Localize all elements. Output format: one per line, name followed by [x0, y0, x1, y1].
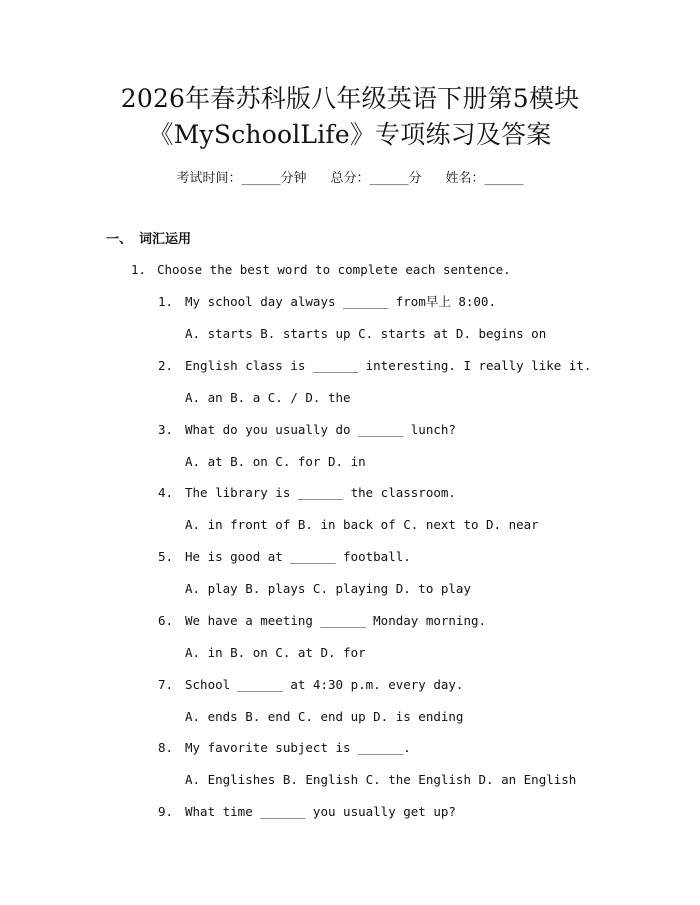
- exam-info: [0, 169, 700, 189]
- question-item: [158, 292, 678, 356]
- question-options: A. in front of B. in back of C. next to D. near: [185, 517, 539, 533]
- section-heading: [106, 230, 191, 250]
- question-text: My favorite subject is ______.: [185, 740, 411, 756]
- question-item: [158, 611, 678, 675]
- question-text: We have a meeting ______ Monday morning.: [185, 612, 487, 628]
- exam-time-field: 考试时间：______分钟: [176, 171, 307, 186]
- question-text: My school day always ______ from早上 8:00.: [185, 294, 496, 309]
- question-options: A. play B. plays C. playing D. to play: [185, 581, 471, 596]
- instruction-number: 1.: [131, 262, 147, 277]
- question-item: [158, 738, 678, 802]
- question-text: What do you usually do ______ lunch?: [185, 421, 456, 437]
- question-text: English class is ______ interesting. I really like it.: [185, 357, 592, 373]
- question-options: A. an B. a C. / D. the: [185, 389, 351, 405]
- question-options: A. ends B. end C. end up D. is ending: [185, 708, 464, 724]
- question-item: [158, 802, 678, 866]
- question-number: 3.: [158, 421, 174, 437]
- question-text: School ______ at 4:30 p.m. every day.: [185, 676, 464, 692]
- document-title-line-1: 2026年春苏科版八年级英语下册第5模块: [120, 84, 580, 113]
- question-number: 9.: [158, 804, 174, 819]
- section-number: 一、: [106, 232, 133, 247]
- question-text: The library is ______ the classroom.: [185, 485, 456, 501]
- question-item: [158, 356, 678, 420]
- question-options: A. in B. on C. at D. for: [185, 644, 366, 660]
- question-number: 2.: [158, 357, 174, 373]
- question-item: [158, 483, 678, 547]
- section-title: 词汇运用: [139, 232, 192, 247]
- document-title-line-2: 《MySchoolLife》专项练习及答案: [148, 120, 552, 149]
- question-options: A. starts B. starts up C. starts at D. begins on: [185, 326, 547, 341]
- question-options: A. Englishes B. English C. the English D. an English: [185, 772, 577, 788]
- question-number: 7.: [158, 676, 174, 692]
- instruction: [131, 260, 511, 280]
- question-text: He is good at ______ football.: [185, 549, 411, 564]
- instruction-text: Choose the best word to complete each sentence.: [157, 262, 511, 277]
- question-number: 1.: [158, 294, 174, 309]
- question-item: [158, 420, 678, 484]
- question-text: What time ______ you usually get up?: [185, 804, 456, 819]
- question-options: A. at B. on C. for D. in: [185, 453, 366, 469]
- question-number: 5.: [158, 549, 174, 564]
- question-item: [158, 547, 678, 611]
- question-list: [158, 292, 678, 866]
- question-number: 4.: [158, 485, 174, 501]
- question-number: 8.: [158, 740, 174, 756]
- question-number: 6.: [158, 612, 174, 628]
- total-score-field: 总分：______分: [330, 171, 422, 186]
- student-name-field: 姓名：______: [445, 171, 524, 186]
- question-item: [158, 675, 678, 739]
